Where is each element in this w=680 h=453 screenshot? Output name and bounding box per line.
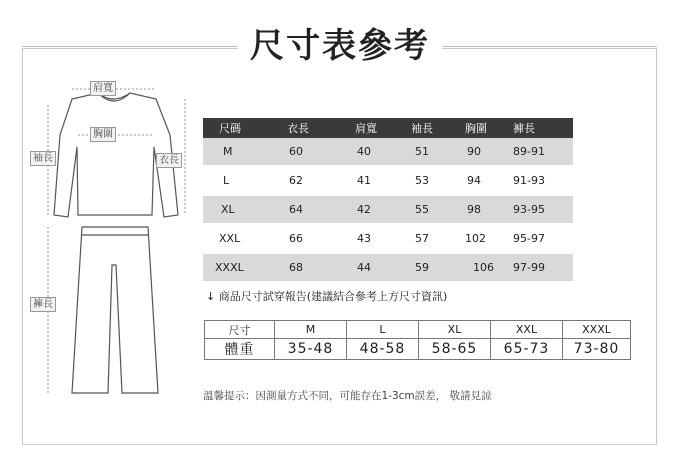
cell-top-length: 64 [275,195,341,224]
size-xxxl: XXXL [563,321,631,339]
label-shoulder: 肩寬 [90,81,116,96]
cell-size: XXXL [203,253,275,281]
cell-sleeve: 53 [405,166,461,195]
cell-sleeve: 55 [405,195,461,224]
size-xxl: XXL [491,321,563,339]
weight-table [204,320,631,360]
title-wrap [0,26,680,66]
table-row [203,138,573,166]
cell-sleeve: 57 [405,224,461,253]
cell-pants: 97-99 [509,253,573,281]
weight-table-size-row [205,321,631,339]
cell-size: M [203,138,275,166]
cell-pants: 89-91 [509,138,573,166]
weight-l: 48-58 [347,339,419,360]
cell-size: XL [203,195,275,224]
garment-drawing [28,75,208,400]
pants-outline [72,227,158,393]
cell-top-length: 68 [275,253,341,281]
size-row-label: 尺寸 [205,321,275,339]
cell-top-length: 60 [275,138,341,166]
cell-pants: 95-97 [509,224,573,253]
label-pants-length: 褲長 [30,297,56,312]
weight-table-weight-row [205,339,631,360]
size-table [203,118,573,281]
cell-chest: 98 [461,195,509,224]
cell-chest: 90 [461,138,509,166]
cell-pants: 91-93 [509,166,573,195]
size-l: L [347,321,419,339]
size-m: M [275,321,347,339]
measurement-tip: 溫馨提示：因測量方式不同，可能存在1-3cm誤差， 敬請見諒 [203,390,492,402]
cell-sleeve: 59 [405,253,461,281]
header-sleeve: 袖長 [405,118,461,138]
weight-row-label: 體重 [205,339,275,360]
cell-shoulder: 42 [341,195,405,224]
header-top-length: 衣長 [275,118,341,138]
cell-size: L [203,166,275,195]
down-arrow-icon: ↓ [206,290,216,303]
size-table-header [203,118,573,138]
weight-m: 35-48 [275,339,347,360]
cell-top-length: 66 [275,224,341,253]
cell-top-length: 62 [275,166,341,195]
page-title: 尺寸表參考 [238,26,442,66]
fit-report-note [206,288,447,304]
cell-chest: 106 [461,253,509,281]
cell-shoulder: 43 [341,224,405,253]
cell-shoulder: 41 [341,166,405,195]
header-shoulder: 肩寬 [341,118,405,138]
label-top-length: 衣長 [156,153,182,168]
label-chest: 胸圍 [90,127,116,142]
cell-sleeve: 51 [405,138,461,166]
cell-shoulder: 44 [341,253,405,281]
weight-xl: 58-65 [419,339,491,360]
size-xl: XL [419,321,491,339]
label-sleeve: 袖長 [30,151,56,166]
table-row [203,253,573,281]
table-row [203,224,573,253]
table-row [203,166,573,195]
cell-size: XXL [203,224,275,253]
cell-chest: 102 [461,224,509,253]
weight-xxl: 65-73 [491,339,563,360]
header-chest: 胸圍 [461,118,509,138]
fit-report-text: 商品尺寸試穿報告(建議結合參考上方尺寸資訊) [218,290,448,303]
garment-diagram [28,75,208,400]
weight-xxxl: 73-80 [563,339,631,360]
header-size: 尺碼 [203,118,275,138]
cell-chest: 94 [461,166,509,195]
header-pants: 褲長 [509,118,573,138]
cell-shoulder: 40 [341,138,405,166]
cell-pants: 93-95 [509,195,573,224]
table-row [203,195,573,224]
